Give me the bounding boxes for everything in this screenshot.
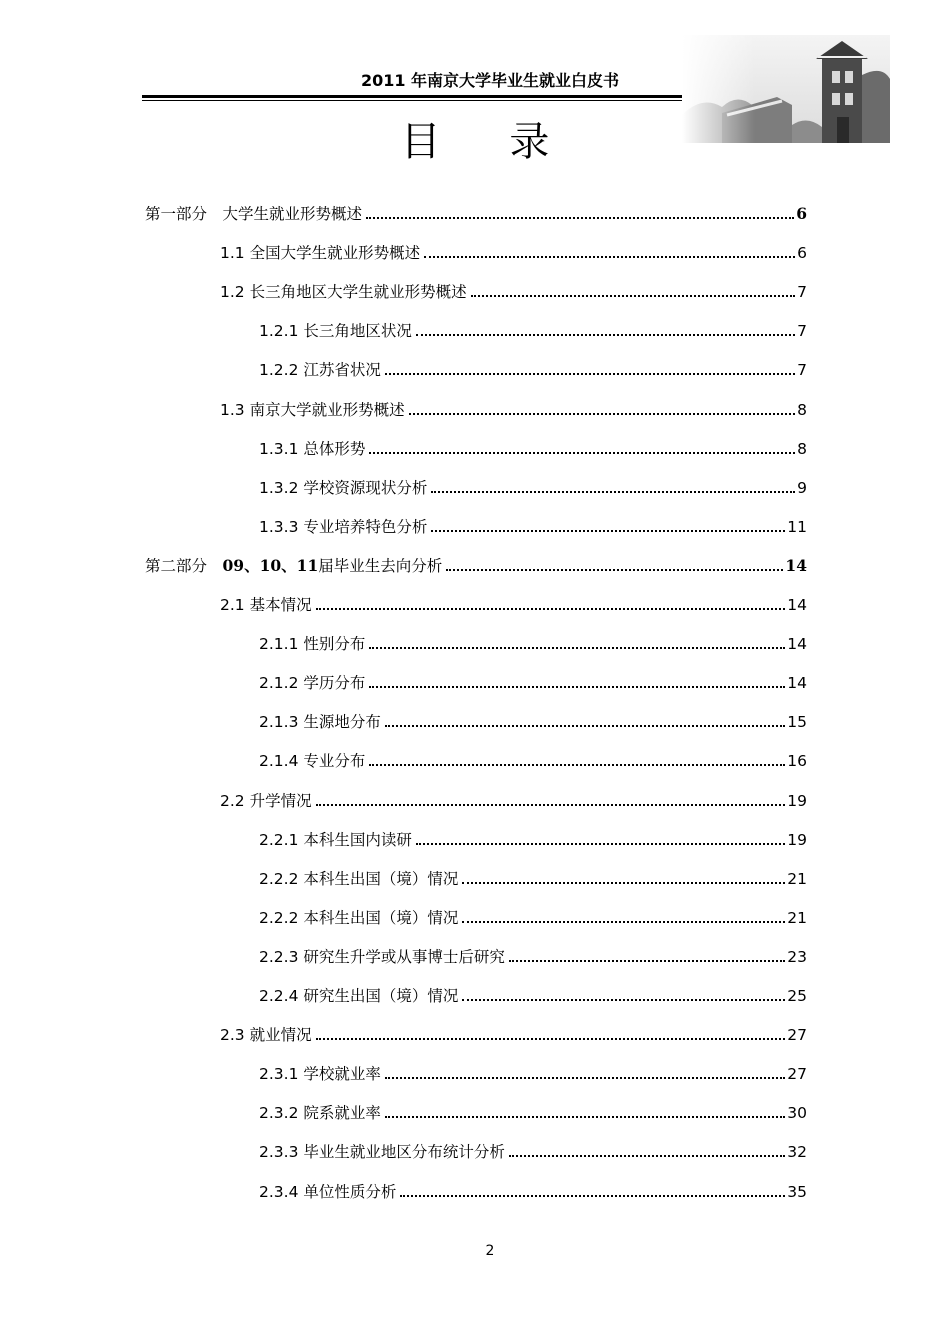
dot-leader: [509, 960, 785, 962]
toc-entry-label: 1.3.1 总体形势: [259, 439, 366, 458]
dot-leader: [462, 921, 785, 923]
toc-entry-label: 1.3.3 专业培养特色分析: [259, 517, 428, 536]
page-number: 2: [485, 1243, 495, 1259]
dot-leader: [385, 725, 785, 727]
toc-entry-label: 2.3.1 学校就业率: [259, 1065, 381, 1084]
toc-entry[interactable]: [220, 783, 807, 811]
toc-entry[interactable]: [220, 587, 807, 615]
toc-entry-page-number: 6: [796, 204, 807, 223]
toc-entry-page-number: 14: [787, 674, 807, 693]
toc-entry-label: 2.1 基本情况: [220, 596, 312, 614]
dot-leader: [316, 804, 786, 806]
toc-entry-label: 2.2.2 本科生出国（境）情况: [259, 869, 459, 888]
toc-entry-page-number: 7: [797, 322, 807, 341]
dot-leader: [416, 843, 785, 845]
toc-entry[interactable]: [259, 470, 807, 498]
toc-entry-page-number: 30: [787, 1104, 807, 1123]
toc-entry-label-years: 09、10、11: [222, 555, 319, 575]
toc-entry-label: 2.2 升学情况: [220, 791, 312, 810]
toc-entry-page-number: 27: [787, 1065, 807, 1084]
toc-title: 目 录: [400, 119, 578, 165]
dot-leader: [471, 295, 796, 297]
dot-leader: [385, 1077, 785, 1079]
toc-entry-label: 2.1.4 专业分布: [259, 752, 366, 771]
toc-entry-label: 2.2.3 研究生升学或从事博士后研究: [259, 947, 505, 966]
dot-leader: [409, 413, 796, 415]
toc-entry-page-number: 14: [787, 596, 807, 614]
toc-entry[interactable]: [259, 939, 807, 967]
dot-leader: [369, 647, 785, 649]
toc-entry-label: 2.3.3 毕业生就业地区分布统计分析: [259, 1143, 505, 1162]
toc-entry[interactable]: [259, 861, 807, 889]
toc-entry-label: 1.2.1 长三角地区状况: [259, 322, 412, 341]
dot-leader: [416, 334, 795, 336]
toc-entry-page-number: 8: [797, 400, 807, 419]
toc-part-entry[interactable]: [145, 196, 807, 224]
toc-entry-page-number: 35: [787, 1182, 807, 1201]
toc-entry-label: 1.3.2 学校资源现状分析: [259, 478, 428, 497]
toc-part-entry[interactable]: [145, 548, 807, 576]
toc-entry-label: [145, 204, 366, 224]
toc-entry-page-number: 7: [797, 283, 807, 302]
toc-entry-label: 2.1.2 学历分布: [259, 674, 366, 693]
dot-leader: [369, 764, 785, 766]
toc-entry-label: [145, 556, 446, 576]
toc-entry[interactable]: [259, 509, 807, 537]
toc-entry-page-number: 23: [787, 947, 807, 966]
toc-entry[interactable]: [259, 743, 807, 771]
toc-entry-page-number: 19: [787, 791, 807, 810]
toc-entry-label: 2.3.2 院系就业率: [259, 1104, 381, 1123]
toc-entry[interactable]: [220, 392, 807, 420]
dot-leader: [385, 1116, 785, 1118]
toc-entry-label-text: 届毕业生去向分析: [318, 556, 443, 575]
dot-leader: [431, 491, 795, 493]
dot-leader: [400, 1195, 785, 1197]
toc-entry-label-text: 第一部分 大学生就业形势概述: [145, 205, 363, 223]
toc-entry-page-number: 25: [787, 987, 807, 1005]
toc-entry-label: 2.1.3 生源地分布: [259, 713, 381, 732]
dot-leader: [316, 608, 786, 610]
toc-entry[interactable]: [259, 665, 807, 693]
dot-leader: [431, 530, 785, 532]
toc-entry[interactable]: [220, 1017, 807, 1045]
toc-entry[interactable]: [259, 822, 807, 850]
toc-entry[interactable]: [259, 978, 807, 1006]
dot-leader: [424, 256, 795, 258]
toc-entry-label: 2.3 就业情况: [220, 1026, 312, 1045]
toc-entry-label: 1.3 南京大学就业形势概述: [220, 400, 405, 419]
toc-entry-label: 2.2.1 本科生国内读研: [259, 830, 412, 849]
dot-leader: [316, 1038, 786, 1040]
toc-entry-page-number: 14: [785, 555, 807, 575]
toc-entry-page-number: 6: [797, 244, 807, 263]
toc-entry[interactable]: [259, 1174, 807, 1202]
dot-leader: [462, 999, 785, 1001]
toc-entry[interactable]: [259, 704, 807, 732]
dot-leader: [369, 452, 795, 454]
toc-entry-label: 2.2.2 本科生出国（境）情况: [259, 908, 459, 927]
toc-entry[interactable]: [259, 1056, 807, 1084]
toc-entry-label: 1.1 全国大学生就业形势概述: [220, 244, 421, 263]
toc-entry-label-text: 第二部分: [145, 556, 223, 575]
toc-entry-label: 2.2.4 研究生出国（境）情况: [259, 987, 459, 1005]
toc-entry[interactable]: [220, 235, 807, 263]
toc-entry-label: 1.2.2 江苏省状况: [259, 361, 381, 380]
toc-entry[interactable]: [259, 900, 807, 928]
toc-entry-page-number: 14: [787, 635, 807, 654]
toc-entry[interactable]: [259, 313, 807, 341]
toc-entry-label: 2.3.4 单位性质分析: [259, 1182, 397, 1201]
running-header-title: 2011 年南京大学毕业生就业白皮书: [360, 71, 620, 90]
toc-entry-label: 2.1.1 性别分布: [259, 635, 366, 654]
toc-entry[interactable]: [259, 431, 807, 459]
toc-entry[interactable]: [259, 626, 807, 654]
toc-entry-page-number: 16: [787, 752, 807, 771]
toc-entry-label: 1.2 长三角地区大学生就业形势概述: [220, 283, 467, 302]
dot-leader: [369, 686, 785, 688]
toc-entry-page-number: 21: [787, 908, 807, 927]
toc-entry-page-number: 8: [797, 439, 807, 458]
toc-entry[interactable]: [259, 1095, 807, 1123]
toc-entry[interactable]: [259, 1134, 807, 1162]
toc-entry-page-number: 11: [787, 517, 807, 536]
toc-entry-page-number: 27: [787, 1026, 807, 1045]
dot-leader: [446, 569, 783, 571]
toc-entry-page-number: 15: [787, 713, 807, 732]
dot-leader: [385, 373, 795, 375]
toc-entry-page-number: 32: [787, 1143, 807, 1162]
toc-entry-page-number: 21: [787, 869, 807, 888]
dot-leader: [366, 217, 794, 219]
toc-entry-page-number: 7: [797, 361, 807, 380]
toc-entry-page-number: 9: [797, 478, 807, 497]
toc-entry[interactable]: [220, 274, 807, 302]
dot-leader: [509, 1155, 785, 1157]
toc-entry-page-number: 19: [787, 830, 807, 849]
dot-leader: [462, 882, 785, 884]
toc-entry[interactable]: [259, 352, 807, 380]
